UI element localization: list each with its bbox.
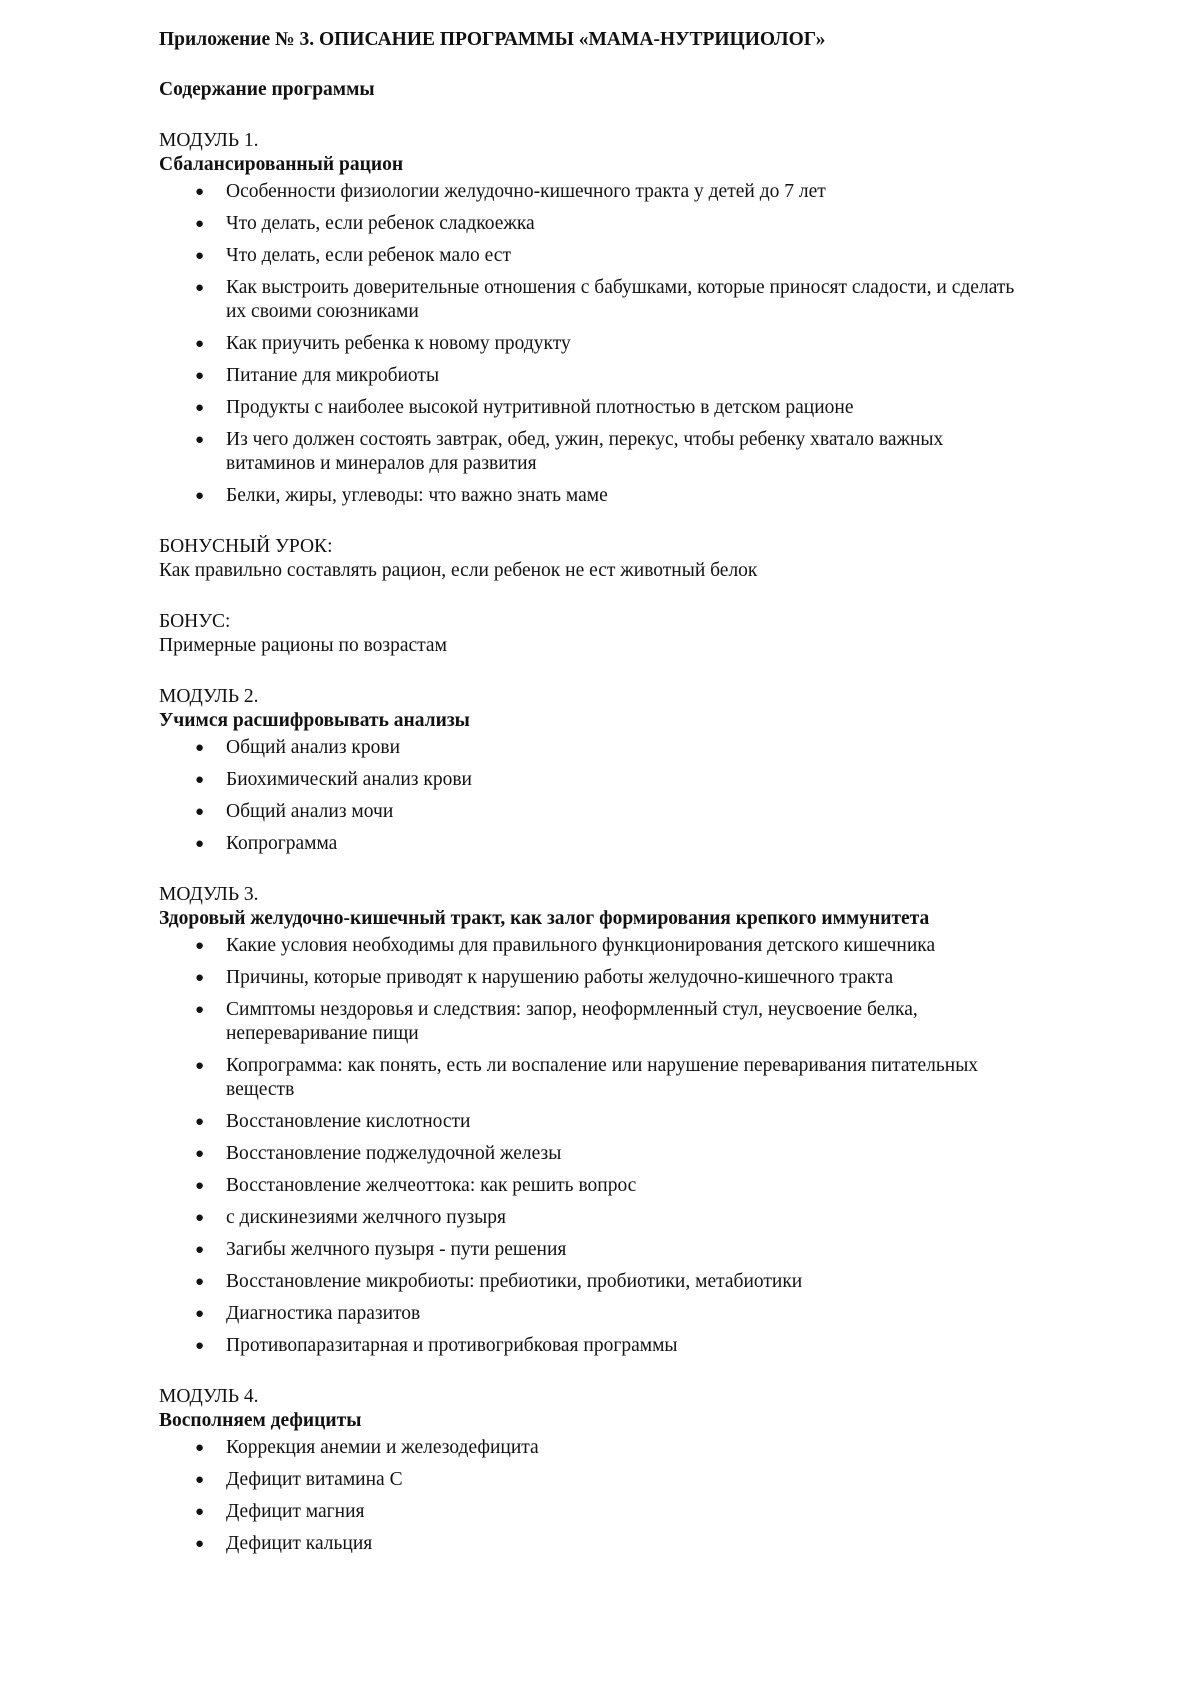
bullet-icon: ● — [195, 1058, 205, 1074]
list-item: ● Восстановление кислотности — [195, 1111, 471, 1132]
list-item: ● Восстановление поджелудочной железы — [195, 1143, 562, 1164]
list-item: ● Диагностика паразитов — [195, 1303, 421, 1324]
bullet-icon: ● — [195, 1536, 205, 1552]
module-2-name: Учимся расшифровывать анализы — [159, 710, 470, 731]
list-item: ● Особенности физиологии желудочно-кишечного тракта у детей до 7 лет — [195, 181, 826, 202]
module-4-name: Восполняем дефициты — [159, 1410, 362, 1431]
list-item: ● Симптомы нездоровья и следствия: запор, неоформленный стул, неусвоение белка, непереваривание пищи — [195, 999, 918, 1044]
list-item: ● Питание для микробиоты — [195, 365, 440, 386]
list-item: ● Биохимический анализ крови — [195, 769, 472, 790]
module-3-section — [159, 883, 1059, 1358]
bullet-icon: ● — [195, 1002, 205, 1018]
bullet-icon: ● — [195, 1306, 205, 1322]
bullet-icon: ● — [195, 1146, 205, 1162]
module-3-label: МОДУЛЬ 3. — [159, 884, 259, 905]
bullet-icon: ● — [195, 400, 205, 416]
list-item: ● Как приучить ребенка к новому продукту — [195, 333, 571, 354]
bullet-icon: ● — [195, 1504, 205, 1520]
list-item: ● Что делать, если ребенок сладкоежка — [195, 213, 535, 234]
module-1-label: МОДУЛЬ 1. — [159, 130, 259, 151]
list-item: ● Белки, жиры, углеводы: что важно знать маме — [195, 485, 608, 506]
bullet-icon: ● — [195, 1242, 205, 1258]
bullet-icon: ● — [195, 1210, 205, 1226]
bullet-icon: ● — [195, 1274, 205, 1290]
section-subtitle: Содержание программы — [159, 79, 375, 100]
list-item: ● Общий анализ крови — [195, 737, 401, 758]
bullet-icon: ● — [195, 1440, 205, 1456]
bullet-icon: ● — [195, 432, 205, 448]
bullet-icon: ● — [195, 1114, 205, 1130]
list-item: ● Копрограмма: как понять, есть ли воспаление или нарушение переваривания питательных веществ — [195, 1055, 979, 1100]
list-item: ● Из чего должен состоять завтрак, обед, ужин, перекус, чтобы ребенку хватало важных витаминов и минералов для развития — [195, 429, 944, 474]
bullet-icon: ● — [195, 368, 205, 384]
module-3-list — [159, 934, 1059, 1358]
bullet-icon: ● — [195, 970, 205, 986]
module-4-section — [159, 1385, 1059, 1556]
module-4-label: МОДУЛЬ 4. — [159, 1386, 259, 1407]
bullet-icon: ● — [195, 772, 205, 788]
list-item: ● Как выстроить доверительные отношения с бабушками, которые приносят сладости, и сделать их своими союзниками — [195, 277, 1015, 322]
bullet-icon: ● — [195, 1472, 205, 1488]
bullet-icon: ● — [195, 836, 205, 852]
list-item: ● Какие условия необходимы для правильного функционирования детского кишечника — [195, 935, 936, 956]
bullet-icon: ● — [195, 216, 205, 232]
list-item: ● Причины, которые приводят к нарушению работы желудочно-кишечного тракта — [195, 967, 894, 988]
list-item: ● Загибы желчного пузыря - пути решения — [195, 1239, 567, 1260]
bonus-lesson-label: БОНУСНЫЙ УРОК: — [159, 536, 333, 557]
bonus-text: Примерные рационы по возрастам — [159, 635, 447, 656]
list-item: ● Дефицит витамина С — [195, 1469, 403, 1490]
list-item: ● Дефицит магния — [195, 1501, 365, 1522]
list-item: ● Восстановление желчеоттока: как решить вопрос — [195, 1175, 637, 1196]
list-item: ● Восстановление микробиоты: пребиотики, пробиотики, метабиотики — [195, 1271, 803, 1292]
bonus-section — [159, 610, 1059, 658]
bullet-icon: ● — [195, 488, 205, 504]
list-item: ● Противопаразитарная и противогрибковая программы — [195, 1335, 678, 1356]
document-title: Приложение № 3. ОПИСАНИЕ ПРОГРАММЫ «МАМА-НУТРИЦИОЛОГ» — [159, 29, 826, 50]
bullet-icon: ● — [195, 336, 205, 352]
module-1-list — [159, 180, 1059, 508]
module-2-section — [159, 685, 1059, 856]
list-item: ● Продукты с наиболее высокой нутритивной плотностью в детском рационе — [195, 397, 854, 418]
bullet-icon: ● — [195, 184, 205, 200]
module-3-name: Здоровый желудочно-кишечный тракт, как залог формирования крепкого иммунитета — [159, 908, 930, 929]
module-1-name: Сбалансированный рацион — [159, 154, 404, 175]
bullet-icon: ● — [195, 804, 205, 820]
bonus-lesson-text: Как правильно составлять рацион, если ребенок не ест животный белок — [159, 560, 758, 581]
list-item: ● Коррекция анемии и железодефицита — [195, 1437, 539, 1458]
bullet-icon: ● — [195, 938, 205, 954]
list-item: ● Что делать, если ребенок мало ест — [195, 245, 511, 266]
module-1-section — [159, 129, 1059, 508]
bullet-icon: ● — [195, 1178, 205, 1194]
module-2-list — [159, 736, 1059, 856]
module-4-list — [159, 1436, 1059, 1556]
list-item: ● Дефицит кальция — [195, 1533, 373, 1554]
bonus-lesson-section — [159, 535, 1059, 583]
bullet-icon: ● — [195, 1338, 205, 1354]
bullet-icon: ● — [195, 280, 205, 296]
list-item: ● Копрограмма — [195, 833, 338, 854]
document-page — [159, 28, 1059, 1556]
bullet-icon: ● — [195, 248, 205, 264]
bonus-label: БОНУС: — [159, 611, 231, 632]
bullet-icon: ● — [195, 740, 205, 756]
list-item: ● Общий анализ мочи — [195, 801, 394, 822]
list-item: ● с дискинезиями желчного пузыря — [195, 1207, 506, 1228]
module-2-label: МОДУЛЬ 2. — [159, 686, 259, 707]
